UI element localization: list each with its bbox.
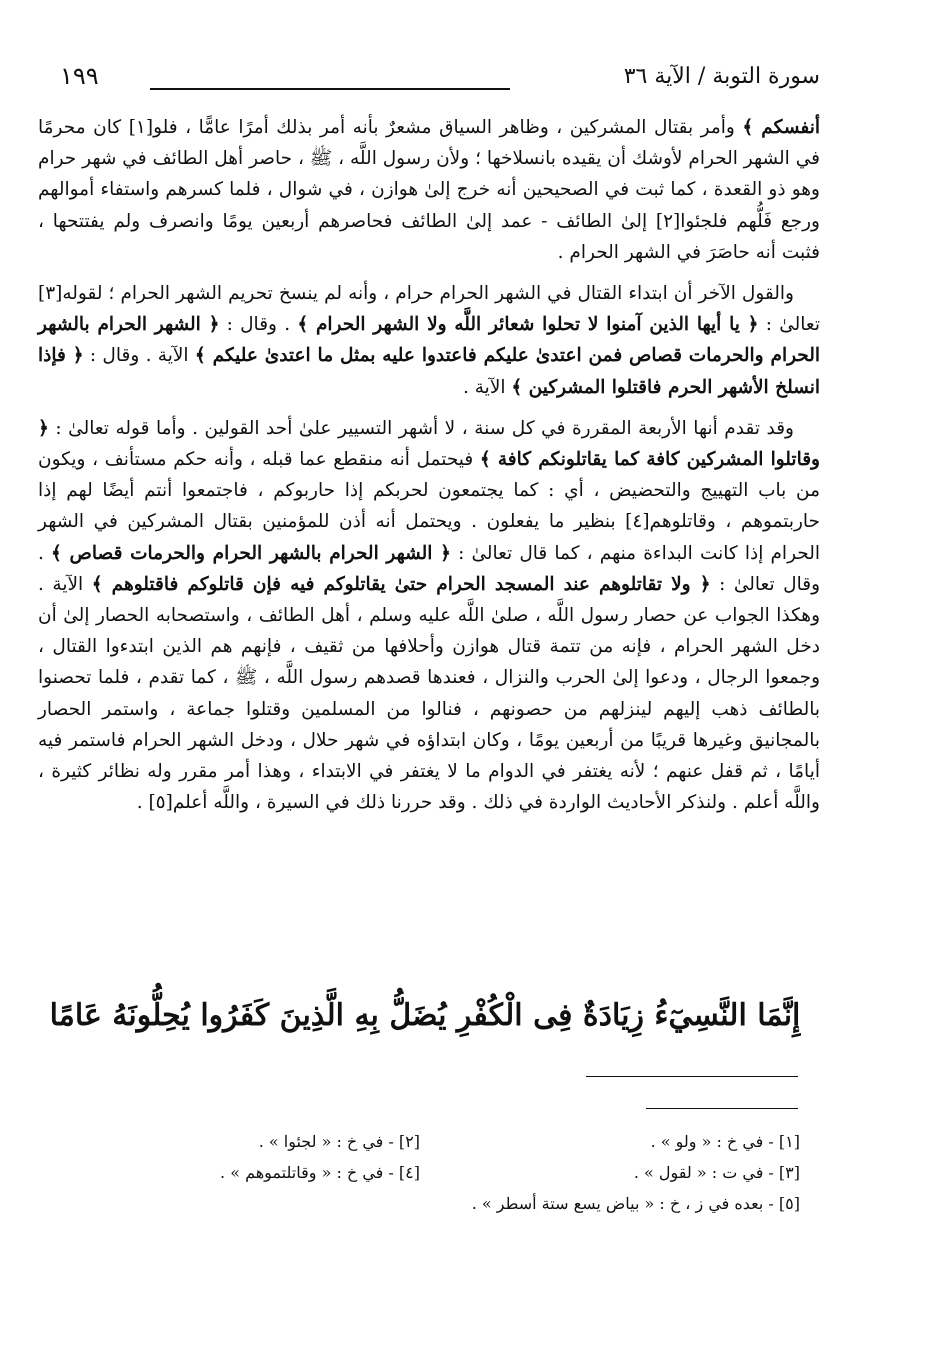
- quran-quote: ﴿ يا أيها الذين آمنوا لا تحلوا شعائر اللَّه ولا الشهر الحرام ﴾: [297, 314, 759, 336]
- text-run: الآية .: [463, 376, 512, 398]
- quran-quote: أنفسكم ﴾: [742, 117, 820, 138]
- text-run: والقول الآخر أن ابتداء القتال في الشهر الحرام حرام ، وأنه لم ينسخ تحريم الشهر الحرام ؛ لقوله: [62, 283, 794, 305]
- text-run: إلىٰ الطائف - عمد إلىٰ الطائف فحاصرهم أربعين يومًا وانصرف ولم يفتتحها ، فثبت أنه حاصَرَ في الشهر الحرام .: [38, 210, 820, 263]
- text-run: بنظير ما يفعلون . ويحتمل أنه أذن للمؤمنين بقتال المشركين في الشهر الحرام إذا كانت البداءة منهم ، كما قال تعالىٰ :: [38, 511, 820, 564]
- text-run: [٤]: [625, 511, 650, 533]
- text-run: الآية . وقال :: [83, 345, 195, 367]
- page-header: [40, 62, 820, 102]
- footnote-1: [١] - في خ : « ولو » .: [650, 1132, 800, 1151]
- running-title: سورة التوبة / الآية ٣٦: [623, 64, 820, 89]
- page-number: ١٩٩: [60, 62, 99, 90]
- footnote-row: [40, 1126, 800, 1157]
- text-run: [٢]: [655, 210, 681, 232]
- quran-quote: ﴿ ولا تقاتلوهم عند المسجد الحرام حتىٰ يقاتلوكم فيه فإن قاتلوكم فاقتلوهم ﴾: [91, 573, 711, 595]
- text-run: وقد تقدم أنها الأربعة المقررة في كل سنة ، لا أشهر التسيير علىٰ أحد القولين . وأما قوله تعالىٰ :: [48, 417, 794, 439]
- paragraph: [38, 112, 820, 268]
- footnote-2: [٢] - في خ : « لجئوا » .: [258, 1132, 420, 1151]
- text-run: [٣]: [38, 283, 63, 305]
- text-run: تعالىٰ :: [758, 314, 820, 336]
- text-run: الآية . وهكذا الجواب عن حصار رسول اللَّه ، صلىٰ اللَّه عليه وسلم ، أهل الطائف ، واستصحابه الحصار إلىٰ أن دخل الشهر الحرام ، فإنه من تتمة قتال هوازن وأحلافها من ثقيف ، فإنهم هم الذين ابتدءوا القتال ، وجمعوا الرجال ، ودعوا إلىٰ الحرب والنزال ، فعندها قصدهم رسول اللَّه ، ﷺ ، كما تقدم ، فلما تحصنوا بالطائف ذهب إليهم لينزلهم من حصونهم ، فنالوا من المسلمين وقتلوا جماعة ، واستمر الحصار بالمجانيق وغيرها قريبًا من أربعين يومًا ، وكان ابتداؤه في شهر حلال ، ودخل الشهر الحرام فاستمر فيه أيامًا ، ثم قفل عنهم ؛ لأنه يغتفر في الدوام ما لا يغتفر في الابتداء ، وهذا أمر مقرر وله نظائر كثيرة ، واللَّه أعلم . ولنذكر الأحاديث الواردة في ذلك . وقد حررنا ذلك في السيرة ، واللَّه أعلم: [38, 573, 820, 814]
- text-run: [٥]: [148, 792, 173, 814]
- text-run: . وقال تعالىٰ :: [38, 542, 820, 595]
- body-text: [38, 112, 820, 828]
- text-run: فيحتمل أنه منقطع عما قبله ، وأنه حكم مستأنف ، ويكون من باب التهييج والتحضيض ، أي : كما يجتمعون لحربكم إذا حاربوكم ، فاجتمعوا أنتم أيضًا لهم إذا حاربتموهم ، وقاتلوهم: [38, 449, 820, 533]
- quran-quote: ﴿ الشهر الحرام بالشهر الحرام والحرمات قصاص فمن اعتدىٰ عليكم فاعتدوا عليه بمثل ما اعتدىٰ عليكم ﴾: [38, 314, 821, 367]
- text-run: .: [136, 792, 149, 814]
- quran-verse: إِنَّمَا النَّسِيٓءُ زِيَادَةٌ فِى الْكُفْرِ يُضَلُّ بِهِ الَّذِينَ كَفَرُوا يُحِلُّونَهُ عَامًا: [49, 998, 801, 1033]
- footnote-separator-rule: [646, 1108, 798, 1109]
- text-run: كان محرمًا في الشهر الحرام لأوشك أن يقيده بانسلاخها ؛ ولأن رسول اللَّه ، ﷺ ، حاصر أهل الطائف في شهر حرام وهو ذو القعدة ، كما ثبت في الصحيحين أنه خرج إلىٰ هوازن ، في شوال ، فلما كسرهم واستفاء أموالهم ورجع فَلُّهم فلجئوا: [38, 117, 820, 232]
- quran-quote: ﴿ وقاتلوا المشركين كافة كما يقاتلونكم كافة ﴾: [38, 417, 820, 471]
- footnote-row: [40, 1157, 800, 1188]
- text-run: [١]: [128, 117, 154, 138]
- text-separator-rule: [586, 1076, 798, 1077]
- paragraph: [38, 278, 820, 403]
- text-run: . وقال :: [219, 314, 298, 336]
- paragraph: [38, 413, 820, 819]
- quran-quote: ﴿ الشهر الحرام بالشهر الحرام والحرمات قصاص ﴾: [51, 542, 451, 564]
- footnote-5: [٥] - بعده في ز ، خ : « بياض يسع ستة أسطر » .: [471, 1194, 800, 1213]
- footnotes: [40, 1126, 800, 1219]
- header-rule: [150, 88, 510, 90]
- footnote-row: [40, 1188, 800, 1219]
- quran-quote: ﴿ فإذا انسلخ الأشهر الحرم فاقتلوا المشركين ﴾: [38, 345, 820, 398]
- text-run: وأمر بقتال المشركين ، وظاهر السياق مشعرٌ بأنه أمر بذلك أمرًا عامًّا ، فلو: [153, 117, 743, 138]
- footnote-3: [٣] - في ت : « لقول » .: [633, 1163, 800, 1182]
- footnote-4: [٤] - في خ : « وقاتلتموهم » .: [220, 1163, 420, 1182]
